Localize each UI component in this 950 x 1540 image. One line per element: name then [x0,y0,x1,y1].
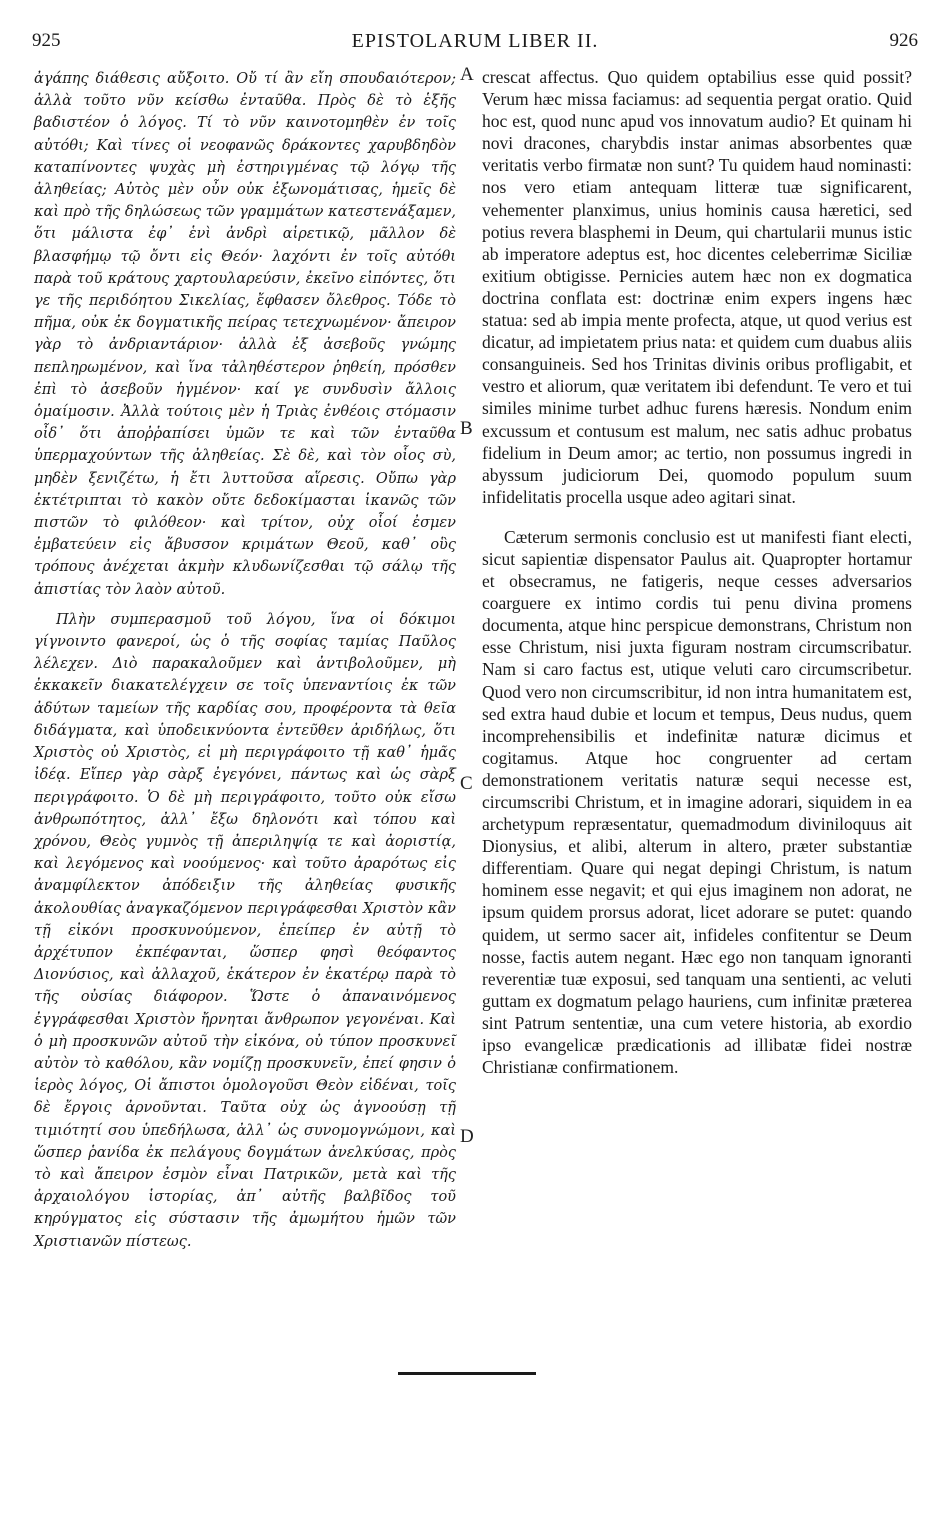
section-marker-b: B [460,418,473,439]
latin-paragraph-1: crescat affectus. Quo quidem optabilius esse quid possit? Verum hæc missa faciamus: ad sequentia pergat oratio. Quid hoc est, quod nunc apud vos innovatum audio? Et quinam hi novi dracones, charybdis instar animas absorbentes quæ veritatis verbo firmatæ non sunt? Tu quidem haud nominasti: nos vero etiam antequam litteræ tuæ significarent, vehementer planximus, unius hominis causa hæretici, sed potius revera blasphemi in Deum, qui chartularii munus istic ab imperatore adeptus est, hoc dicentes celeberrimæ Siciliæ exitium obtigisse. Pernicies autem hæc non ex dogmatica doctrina conflata est: doctrinæ enim expers ingens hæc statua: sed ab impia mente profecta, atque, ut quod verius est dicatur, ad impietatem prius nata: et quidem cum duabus aliis consanguineis. Sed hos Trinitas divinis oribus profligabit, et vestro et aliorum, quæ veritatem ibi defendunt. Te vero et tui similes minime turbet adhuc furens hæresis. Nondum enim excussum et contusum est malum, nec satis adhuc probatus fidelium in Deum amor; ac tertio, non possumus ingredi in abyssum judiciorum Dei, quomodo populum suum infidelitatis procella usque adeo agitari sinat. [482,67,912,507]
section-marker-a: A [460,64,474,85]
running-title: EPISTOLARUM LIBER II. [351,30,599,52]
greek-column [34,68,456,1253]
page-number-right: 926 [889,30,918,51]
latin-column [482,66,912,1078]
greek-paragraph-1: ἀγάπης διάθεσις αὔξοιτο. Οὔ τί ἂν εἴη σπουδαιότερον; ἀλλὰ τοῦτο νῦν κείσθω ἐνταῦθα. Πρὸς δὲ τὸ ἑξῆς βαδιστέον ὁ λόγος. Τί τὸ νῦν καινοτομηθὲν ἐν τοῖς αὐτόθι; Καὶ τίνες οἱ νεοφανῶς δράκοντες χαρυβδηδὸν καταπίνοντες ψυχὰς μὴ ἐστηριγμένας τῷ λόγῳ τῆς ἀληθείας; Αὐτὸς μὲν οὖν οὐκ ἐξωνομάτισας, ἡμεῖς δὲ καὶ πρὸ τῆς δηλώσεως τῶν γραμμάτων κατεστενάξαμεν, ὅτι μάλιστα ἐφ᾽ ἑνὶ ἀνδρὶ αἱρετικῷ, μᾶλλον δὲ βλασφήμῳ τῷ ὄντι εἰς Θεόν· λαχόντι ἐν τοῖς αὐτόθι παρὰ τοῦ κράτους χαρτουλαρεύσιν, ἐκεῖνο εἰπόντες, ὅτι γε τῆς περιδόητου Σικελίας, ἔφθασεν ὄλεθρος. Τόδε τὸ πῆμα, οὐκ ἐκ δογματικῆς πείρας τετεχνωμένον· ἄπειρον γὰρ τὸ ἀνδριαντάριον· ἀλλὰ ἐξ ἀσεβοῦς γνώμης πεπληρωμένον, καὶ ἵνα τἀληθέστερον ῥηθείη, πρόσθεν ἐπὶ τὸ ἀσεβοῦν ἡγμένον· καί γε συνδυσὶν ἄλλοις ὁμαίμοσιν. Ἀλλὰ τούτοις μὲν ἡ Τριὰς ἐνθέοις στόμασιν οἶδ᾽ ὅτι ἀποῤῥαπίσει ὑμῶν τε καὶ τῶν ἐνταῦθα ὑπερμαχούντων τῆς ἀληθείας. Σὲ δὲ, καὶ τὸν οἷος σὺ, μηδὲν ξενιζέτω, ἡ ἔτι λυττοῦσα αἵρεσις. Οὔπω γὰρ ἐκτέτριπται τὸ κακὸν οὔτε δεδοκίμασται ἱκανῶς τῶν πιστῶν τὸ φιλόθεον· καὶ τρίτον, οὐχ οἷοί ἐσμεν ἐμβατεύειν εἰς ἄβυσσον κριμάτων Θεοῦ, καθ᾽ οὓς τρόπους ἀνέχεται ἀκμὴν κλυδωνίζεσθαι τῷ σάλῳ τῆς ἀπιστίας τὸν λαὸν αὐτοῦ. [34,71,456,598]
page-number-left: 925 [32,30,61,51]
section-marker-d: D [460,1126,474,1147]
page-header [32,30,918,58]
greek-paragraph-2: Πλὴν συμπερασμοῦ τοῦ λόγου, ἵνα οἱ δόκιμοι γίγνοιντο φανεροί, ὡς ὁ τῆς σοφίας ταμίας Παῦλος λέλεχεν. Διὸ παρακαλοῦμεν καὶ ἀντιβολοῦμεν, μὴ ἐκκακεῖν διακατελέγχειν σε τοῖς ὑπεναντίοις ἐκ τῶν ἀδύτων ταμείων τῆς καρδίας σου, προφέροντα τὰ θεῖα διδάγματα, καὶ ὑποδεικνύοντα ἐντεῦθεν ἀριδήλως, ὅτι Χριστὸς οὐ Χριστὸς, εἰ μὴ περιγράφοιτο τῇ καθ᾽ ἡμᾶς ἰδέᾳ. Εἴπερ γὰρ σὰρξ ἐγεγόνει, πάντως καὶ ὡς σὰρξ περιγράφοιτο. Ὁ δὲ μὴ περιγράφοιτο, τοῦτο οὐκ εἴσω ἀνθρωπότητος, ἀλλ᾽ ἔξω δηλονότι καὶ τόπου καὶ χρόνου, Θεὸς γυμνὸς τῇ ἀπεριληψίᾳ τε καὶ ἀοριστίᾳ, καὶ λεγόμενος καὶ νοούμενος· καὶ τοῦτο ἀραρότως εἰς ἀναμφίλεκτον ἀπόδειξιν τῆς ἀληθείας φυσικῆς ἀκολουθίας ἀναγκαζόμενον περιγράφεσθαι Χριστὸν κἂν τῇ εἰκόνι προσκυνούμενον, ἐπείπερ ἐν αὐτῇ τὸ ἀρχέτυπον ἐκπέφανται, ὥσπερ φησὶ θεόφαντος Διονύσιος, καὶ ἀλλαχοῦ, ἑκάτερον ἐν ἑκατέρῳ παρὰ τὸ τῆς οὐσίας διάφορον. Ὥστε ὁ ἀπαναινόμενος ἐγγράφεσθαι Χριστὸν ἤρνηται ἄνθρωπον γεγονέναι. Καὶ ὁ μὴ προσκυνῶν αὐτοῦ τὴν εἰκόνα, οὐ τύπον προσκυνεῖ αὐτὸν τὸ καθόλου, κἂν νομίζῃ προσκυνεῖν, ἐπεί φησιν ὁ ἱερὸς λόγος, Οἱ ἄπιστοι ὁμολογοῦσι Θεὸν εἰδέναι, τοῖς δὲ ἔργοις ἀρνοῦνται. Ταῦτα οὐχ ὡς ἀγνοούσῃ τῇ τιμιότητί σου ὑπεδήλωσα, ἀλλ᾽ ὡς συνομογνώμονι, καὶ ὥσπερ ῥανίδα ἐκ πελάγους δογμάτων ἀνελκύσας, πρὸς τὸ καὶ ἄπειρον ἐσμὸν εἶναι Πατρικῶν, μετὰ καὶ τῆς ἀρχαιολόγου ἱστορίας, ἀπ᾽ αὐτῆς βαλβῖδος τοῦ κηρύγματος εἰς σύστασιν τῆς ἀμωμήτου ἡμῶν τῶν Χριστιανῶν πίστεως. [34,611,456,1250]
end-rule [398,1372,536,1375]
latin-paragraph-2: Cæterum sermonis conclusio est ut manifesti fiant electi, sicut sapientiæ dispensator Paulus ait. Quapropter hortamur et obsecramus, ne fatigeris, neque cesses adversarios coarguere ex intimo cordis tui penu divina promens documenta, atque hinc perspicue demonstrans, Christum non esse Christum, nisi juxta figuram nostram circumscribatur. Nam si caro factus est, utique veluti caro circumscribetur. Quod vero non circumscribitur, id non intra humanitatem est, sed extra haud dubie et locum et tempus, Deus nudus, quem incomprehensibilis et indefinitæ naturæ dicimus et cogitamus. Atque hoc congruenter ad certam demonstrationem veritatis naturæ sequi necesse est, circumscribi Christum, et in imagine adorari, siquidem in ea archetypum repræsentatur, quemadmodum diviniloquus ait Dionysius, et alibi, alterum in altero, præter substantiæ differentiam. Quare qui negat depingi Christum, is natum hominem esse negavit; et qui ejus imaginem non adorat, ne ipsum quidem prorsus adorat, licet adorare se putet: quando quidem, ut sermo sacer ait, infideles confitentur se Deum nosse, factis autem negant. Hæc ego non tanquam ignoranti reverentiæ tuæ exposui, sed tanquam una sentienti, ac veluti guttam ex dogmatum pelago hauriens, cum infinitæ præterea sint Patrum sententiæ, una cum vetere historia, ab exordio ipso evangelicæ prædicationis ad illibatæ fidei nostræ Christianæ confirmationem. [482,526,912,1078]
section-marker-c: C [460,773,473,794]
